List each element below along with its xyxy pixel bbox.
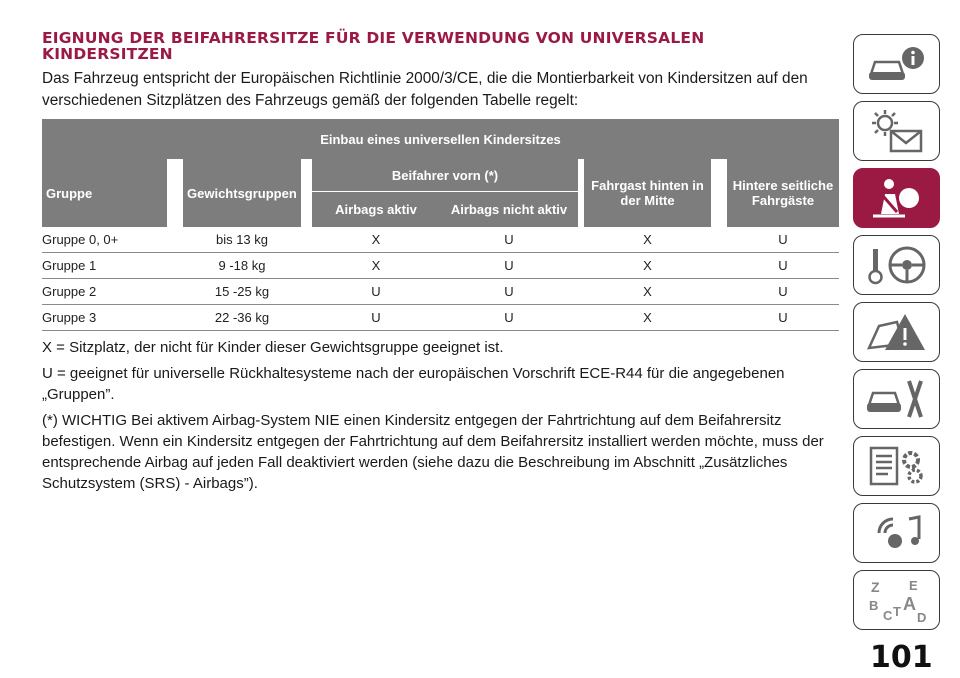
header-airbags-nicht-aktiv: Airbags nicht aktiv <box>440 191 578 227</box>
alphabetical-index-icon <box>865 576 929 624</box>
tab-seatbelt-airbag[interactable] <box>853 168 940 228</box>
tab-multimedia[interactable] <box>853 503 940 563</box>
svg-text:Z: Z <box>870 579 880 595</box>
header-beifahrer: Beifahrer vorn (*) <box>312 159 578 191</box>
tab-car-warning[interactable] <box>853 302 940 362</box>
section-title: EIGNUNG DER BEIFAHRERSITZE FÜR DIE VERWENDUNG VON UNIVERSALEN KINDERSITZEN <box>42 29 705 63</box>
header-gewichtsgruppen: Gewichtsgruppen <box>183 159 301 227</box>
tab-car-tools[interactable] <box>853 369 940 429</box>
svg-text:D: D <box>916 610 926 624</box>
svg-text:C: C <box>882 608 892 623</box>
header-seitliche-fahrgaeste: Hintere seitliche Fahrgäste <box>727 159 839 227</box>
table-row: Gruppe 0, 0+ bis 13 kg X U X U <box>42 227 839 253</box>
notes <box>42 337 842 499</box>
table-row: Gruppe 1 9 -18 kg X U X U <box>42 253 839 279</box>
start-steering-icon <box>865 241 929 289</box>
tab-alphabetical-index[interactable] <box>853 570 940 630</box>
tab-start-steering[interactable] <box>853 235 940 295</box>
multimedia-icon <box>865 509 929 557</box>
note-x: X = Sitzplatz, der nicht für Kinder dieser Gewichtsgruppe geeignet ist. <box>42 339 504 356</box>
svg-text:E: E <box>908 578 918 593</box>
tab-lights-envelope[interactable] <box>853 101 940 161</box>
header-gruppe: Gruppe <box>42 159 167 227</box>
seatbelt-airbag-icon <box>865 174 929 222</box>
header-airbags-aktiv: Airbags aktiv <box>312 191 440 227</box>
svg-text:A: A <box>902 594 916 614</box>
svg-text:T: T <box>892 604 901 619</box>
car-warning-icon <box>865 308 929 356</box>
note-warning: (*) WICHTIG Bei aktivem Airbag-System NIE einen Kindersitz entgegen der Fahrtrichtung auf dem Beifahrersitz befestigen. Wenn ein Kindersitz entgegen der Fahrtrichtung auf dem Beifahrersitz installiert werden möchte, muss der entsprechende Airbag auf jeden Fall deaktiviert werden (siehe dazu die Beschreibung im Abschnitt „Zusätzliches Schutzsystem (SRS) - Airbags”). <box>42 412 824 492</box>
table-caption: Einbau eines universellen Kindersitzes <box>42 119 839 159</box>
specs-gear-icon <box>865 442 929 490</box>
page-number: 101 <box>870 640 933 675</box>
car-info-icon <box>865 40 929 88</box>
tab-specs-gear[interactable] <box>853 436 940 496</box>
lights-envelope-icon <box>865 107 929 155</box>
table-row: Gruppe 3 22 -36 kg U U X U <box>42 305 839 331</box>
child-seat-table <box>42 119 839 331</box>
intro-paragraph: Das Fahrzeug entspricht der Europäischen Richtlinie 2000/3/CE, die die Montierbarkeit von Kindersitzen auf den verschiedenen Sitzplätzen des Fahrzeugs gemäß der folgenden Tabelle regelt: <box>42 70 808 109</box>
tab-car-info[interactable] <box>853 34 940 94</box>
table-row: Gruppe 2 15 -25 kg U U X U <box>42 279 839 305</box>
header-fahrgast-mitte: Fahrgast hinten in der Mitte <box>584 159 711 227</box>
note-u: U = geeignet für universelle Rückhaltesysteme nach der europäischen Vorschrift ECE-R44 für die angegebenen „Gruppen”. <box>42 365 785 403</box>
car-tools-icon <box>865 375 929 423</box>
svg-text:B: B <box>868 598 878 613</box>
